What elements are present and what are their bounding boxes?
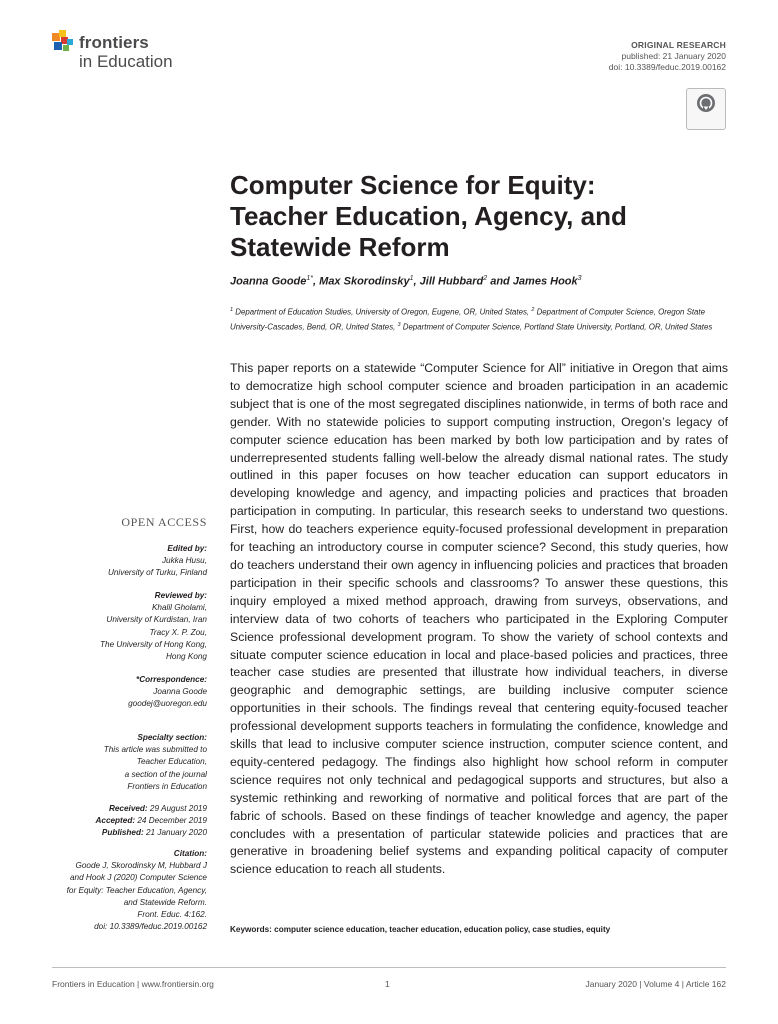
reviewer-line: The University of Hong Kong, [100,639,207,649]
specialty-line: This article was submitted to [103,745,207,755]
author-name[interactable]: James Hook [512,275,578,288]
editor-line[interactable]: Jukka Husu, [161,556,207,566]
keywords-label: Keywords: [230,925,272,934]
article-meta [609,40,726,73]
author-affiliation-sup: 2 [483,275,488,282]
correspondence-line: Joanna Goode [153,687,207,697]
title-line: Statewide Reform [230,232,450,262]
published-value: 21 January 2020 [143,828,207,838]
dates-block [95,803,207,840]
reviewer-line: Hong Kong [166,652,207,662]
author-affiliation-sup: 1 [409,275,414,282]
title-line: Teacher Education, Agency, and [230,201,627,231]
edited-by-block [108,543,207,580]
affiliation: Department of Education Studies, University of Oregon, Eugene, OR, United States, [235,307,532,317]
specialty-line: Teacher Education, [136,757,207,767]
affiliation-sup: 3 [397,322,401,329]
citation-block [67,848,207,933]
citation-line: Front. Educ. 4:162. [137,910,207,920]
check-for-updates-icon [696,93,716,113]
edited-by-label: Edited by: [167,544,207,553]
article-type: ORIGINAL RESEARCH [631,40,726,50]
correspondence-email[interactable]: goodej@uoregon.edu [128,699,207,709]
affiliation: Department of Computer Science, Portland State University, Portland, OR, United States [402,322,713,332]
keywords [230,925,610,934]
article-doi[interactable]: doi: 10.3389/feduc.2019.00162 [608,62,726,72]
author-name[interactable]: Max Skorodinsky [319,275,410,288]
author-separator: , [313,275,320,288]
affiliation: Department of Computer Science, Oregon State University-Cascades, Bend, OR, United States, [230,307,706,332]
reviewed-by-block [100,590,207,663]
citation-label: Citation: [173,849,207,858]
correspondence-label: *Correspondence: [136,675,207,684]
affiliation-sup: 1 [230,307,234,313]
citation-doi[interactable]: doi: 10.3389/feduc.2019.00162 [94,922,207,932]
published-sidebar-date [95,827,207,839]
editor-line: University of Turku, Finland [107,568,207,578]
received-value: 29 August 2019 [147,804,207,813]
footer-journal-link[interactable]: Frontiers in Education | www.frontiersin.org [52,979,214,989]
author-separator: and [487,275,513,288]
author-separator: , [413,275,420,288]
title-line: Computer Science for Equity: [230,170,596,200]
received-label: Received: [108,804,148,813]
published-date: published: 21 January 2020 [621,51,726,61]
citation-line: for Equity: Teacher Education, Agency, [66,885,207,895]
correspondence-block [128,674,207,711]
footer-divider [52,967,726,968]
logo-journal: in Education [79,52,173,71]
author-affiliation-sup: 1* [306,275,314,282]
author-affiliation-sup: 3 [577,275,582,282]
reviewer-line: University of Kurdistan, Iran [106,615,207,625]
footer-issue-info: January 2020 | Volume 4 | Article 162 [585,979,726,989]
specialty-line: Frontiers in Education [127,781,207,791]
article-title [230,170,710,263]
author-name[interactable]: Joanna Goode [230,275,307,288]
accepted-label: Accepted: [95,816,136,826]
accepted-date [95,815,207,827]
specialty-label: Specialty section: [137,733,207,742]
page-number: 1 [385,979,390,989]
affiliation-sup: 2 [531,307,535,313]
specialty-line: a section of the journal [124,769,207,779]
open-access-label: OPEN ACCESS [121,515,207,529]
published-label: Published: [101,828,144,838]
journal-logo[interactable] [52,30,272,80]
received-date [95,803,207,815]
keywords-list: computer science education, teacher education, education policy, case studies, equity [271,925,611,934]
citation-line: and Hook J (2020) Computer Science [70,873,207,883]
author-list [230,275,582,288]
specialty-section-block [104,732,207,793]
reviewer-line[interactable]: Tracy X. P. Zou, [149,627,207,637]
abstract-text: This paper reports on a statewide “Computer Science for All” initiative in Oregon that aims to democratize high school computer science and broaden participation in an academic subject that is one of the most segregated disciplines nationwide, in terms of both race and gender. With no statewide policies to support computing instruction, Oregon’s legacy of computer science education has been marked by both low participation and by rates of underrepresented students falling well-below the already dismal national rates. The study outlined in this paper focuses on how teacher education can support educators in developing knowledge and agency, and impacting policies and practices that broaden participation in computing. In particular, this research seeks to understand two questions. First, how do teachers experience equity-focused professional development in preparation for teaching an introductory course in computer science? Second, this study queries, how do teachers understand their own agency in influencing policies and practices that broaden participation in their specific schools and classrooms? To answer these questions, this inquiry employed a mixed method approach, drawing from surveys, observations, and interview data of two cohorts of teachers who participated in the Exploring Computer Science professional development program. To show the variety of school contexts and situate computer science education in local and place-based policies and practices, three teacher case studies are presented that illustrate how individual teachers, in diverse geographic and demographic settings, are building inclusive computer science opportunities in their schools. The findings reveal that centering equity-focused teacher professional development supports teachers in formulating the confidence, knowledge and skills that lead to inclusive computer science instruction, computer science content, and equity-centered pedagogy. The findings also highlight how school reform in computer science requires not only technical and pedagogical supports and structures, but also a systemic rethinking and reworking of normative and political forces that are part of the fabric of schools. Based on these findings of teacher knowledge and agency, the paper concludes with a presentation of particular statewide policies and practices that are generative in broadening belief systems and expanding political capacity of computer science education to reach all students. [230,361,728,877]
citation-line: and Statewide Reform. [123,897,207,907]
citation-line: Goode J, Skorodinsky M, Hubbard J [75,861,207,871]
affiliations [230,304,730,334]
frontiers-logo-icon [52,30,76,54]
check-for-updates-badge[interactable] [686,88,726,130]
reviewed-by-label: Reviewed by: [154,591,207,600]
accepted-value: 24 December 2019 [135,816,207,826]
author-name[interactable]: Jill Hubbard [419,275,484,288]
reviewer-line[interactable]: Khalil Gholami, [151,603,207,613]
logo-name: frontiers [79,33,149,52]
